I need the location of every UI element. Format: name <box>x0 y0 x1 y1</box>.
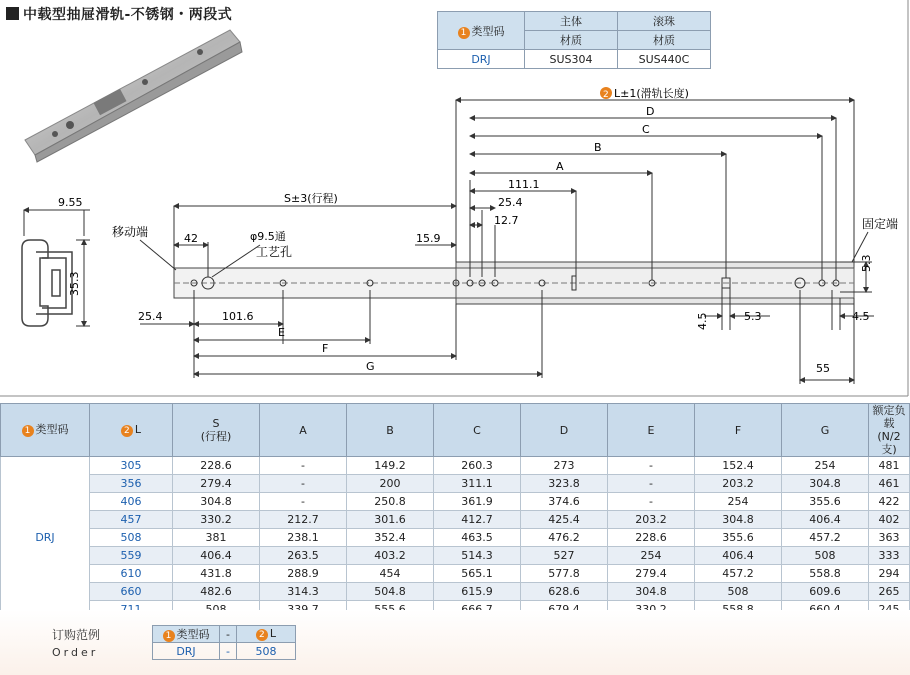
cell-g: 558.8 <box>782 565 869 583</box>
col-C: C <box>434 404 521 457</box>
order-L: 508 <box>237 643 296 660</box>
spec-data-table <box>0 403 910 619</box>
dim-101-6: 101.6 <box>222 310 254 323</box>
cell-f: 203.2 <box>695 475 782 493</box>
cell-d: 273 <box>521 457 608 475</box>
order-example-table <box>152 625 296 660</box>
col-E: E <box>608 404 695 457</box>
moving-end-label: 移动端 <box>112 225 149 239</box>
cell-l: 660 <box>90 583 173 601</box>
col-type-code <box>1 404 90 457</box>
col-B: B <box>347 404 434 457</box>
cell-b: 149.2 <box>347 457 434 475</box>
cell-b: 250.8 <box>347 493 434 511</box>
cell-g: 406.4 <box>782 511 869 529</box>
dim-B: B <box>594 141 602 154</box>
cell-d: 476.2 <box>521 529 608 547</box>
cell-c: 565.1 <box>434 565 521 583</box>
cell-c: 514.3 <box>434 547 521 565</box>
dim-25-4-right: 25.4 <box>498 196 523 209</box>
cell-e: - <box>608 493 695 511</box>
cell-l: 356 <box>90 475 173 493</box>
badge-2-icon: 2 <box>256 629 268 641</box>
dim-55: 55 <box>816 362 830 375</box>
cell-s: 406.4 <box>173 547 260 565</box>
cell-s: 330.2 <box>173 511 260 529</box>
col-L-label: L <box>134 423 142 436</box>
cell-load: 422 <box>869 493 910 511</box>
cell-a: - <box>260 493 347 511</box>
cell-s: 304.8 <box>173 493 260 511</box>
cell-b: 504.8 <box>347 583 434 601</box>
spec-ball-material: SUS440C <box>618 50 711 69</box>
cell-s: 279.4 <box>173 475 260 493</box>
dim-4-5-left: 4.5 <box>696 312 709 330</box>
cell-e: 279.4 <box>608 565 695 583</box>
cell-e: 203.2 <box>608 511 695 529</box>
dim-15-9: 15.9 <box>416 232 441 245</box>
table-row <box>1 475 910 493</box>
order-type-code-label: 类型码 <box>176 628 210 641</box>
order-example-label: 订购范例 <box>52 628 101 642</box>
cell-l: 508 <box>90 529 173 547</box>
cell-load: 333 <box>869 547 910 565</box>
spec-material-header-1: 材质 <box>525 31 618 50</box>
dim-E: E <box>278 326 285 339</box>
cell-g: 254 <box>782 457 869 475</box>
cell-e: 254 <box>608 547 695 565</box>
cell-b: 301.6 <box>347 511 434 529</box>
cell-a: 263.5 <box>260 547 347 565</box>
table-row <box>1 529 910 547</box>
cell-l: 406 <box>90 493 173 511</box>
cell-g: 609.6 <box>782 583 869 601</box>
spec-material-header-2: 材质 <box>618 31 711 50</box>
cell-c: 311.1 <box>434 475 521 493</box>
dim-D: D <box>646 105 655 118</box>
cell-l: 610 <box>90 565 173 583</box>
cell-e: 228.6 <box>608 529 695 547</box>
table-type-code: DRJ <box>1 457 90 619</box>
hole-label: φ9.5通 <box>250 230 286 243</box>
dim-G: G <box>366 360 375 373</box>
cell-a: 212.7 <box>260 511 347 529</box>
cell-f: 254 <box>695 493 782 511</box>
fixed-end-label: 固定端 <box>862 217 899 231</box>
badge-2-icon: 2 <box>121 425 133 437</box>
table-row <box>1 583 910 601</box>
cell-f: 355.6 <box>695 529 782 547</box>
spec-ball-header: 滚珠 <box>618 12 711 31</box>
cell-c: 260.3 <box>434 457 521 475</box>
cell-c: 615.9 <box>434 583 521 601</box>
table-row <box>1 457 910 475</box>
col-A: A <box>260 404 347 457</box>
dim-111-1: 111.1 <box>508 178 540 191</box>
cell-c: 412.7 <box>434 511 521 529</box>
cell-f: 406.4 <box>695 547 782 565</box>
cell-f: 152.4 <box>695 457 782 475</box>
col-D: D <box>521 404 608 457</box>
dim-F: F <box>322 342 329 355</box>
dim-5-3-right: 5.3 <box>860 254 873 272</box>
col-load-label: 额定负载 <box>872 404 906 430</box>
cell-s: 228.6 <box>173 457 260 475</box>
cross-section <box>22 240 72 326</box>
cell-g: 457.2 <box>782 529 869 547</box>
cell-e: 304.8 <box>608 583 695 601</box>
cell-d: 323.8 <box>521 475 608 493</box>
dim-9-55: 9.55 <box>58 196 83 209</box>
table-header-row <box>1 404 910 457</box>
cell-l: 559 <box>90 547 173 565</box>
badge-1-icon: 1 <box>22 425 34 437</box>
col-load <box>869 404 910 457</box>
rail-side-view <box>174 262 854 304</box>
cell-c: 463.5 <box>434 529 521 547</box>
cell-a: 288.9 <box>260 565 347 583</box>
table-row <box>1 511 910 529</box>
order-L-label: L <box>269 627 277 640</box>
cell-f: 508 <box>695 583 782 601</box>
cell-load: 481 <box>869 457 910 475</box>
dim-C: C <box>642 123 650 136</box>
cell-a: - <box>260 475 347 493</box>
cell-a: 314.3 <box>260 583 347 601</box>
cell-s: 381 <box>173 529 260 547</box>
order-L-header <box>237 626 296 643</box>
product-photo <box>25 30 242 162</box>
order-type-code-header <box>153 626 220 643</box>
cell-c: 361.9 <box>434 493 521 511</box>
cell-l: 457 <box>90 511 173 529</box>
col-S-label: S <box>212 417 220 430</box>
spec-type-code-label: 类型码 <box>471 24 505 38</box>
process-hole-label: 工艺孔 <box>256 245 293 259</box>
dim-stroke: S±3(行程) <box>284 192 338 205</box>
dim-42: 42 <box>184 232 198 245</box>
dim-A: A <box>556 160 564 173</box>
col-load-sub: (N/2支) <box>877 430 901 456</box>
cell-d: 425.4 <box>521 511 608 529</box>
cell-b: 200 <box>347 475 434 493</box>
dim-length: L±1(滑轨长度) <box>614 87 689 100</box>
dim-4-5-right: 4.5 <box>852 310 870 323</box>
cell-d: 374.6 <box>521 493 608 511</box>
table-row <box>1 547 910 565</box>
cell-d: 628.6 <box>521 583 608 601</box>
col-S-sub: (行程) <box>200 430 232 443</box>
order-code: DRJ <box>153 643 220 660</box>
cell-d: 527 <box>521 547 608 565</box>
col-type-code-label: 类型码 <box>35 423 69 436</box>
cell-g: 304.8 <box>782 475 869 493</box>
cell-load: 294 <box>869 565 910 583</box>
title-text: 中载型抽屉滑轨-不锈钢・两段式 <box>23 7 233 23</box>
cell-e: - <box>608 475 695 493</box>
spec-code: DRJ <box>438 50 525 69</box>
spec-main-material: SUS304 <box>525 50 618 69</box>
cell-f: 304.8 <box>695 511 782 529</box>
cell-a: - <box>260 457 347 475</box>
order-dash-header: - <box>220 626 237 643</box>
table-row <box>1 493 910 511</box>
col-F: F <box>695 404 782 457</box>
cell-load: 402 <box>869 511 910 529</box>
cell-load: 265 <box>869 583 910 601</box>
badge-2-drawing-number: 2 <box>603 90 609 100</box>
table-row <box>1 565 910 583</box>
cell-b: 403.2 <box>347 547 434 565</box>
cell-l: 305 <box>90 457 173 475</box>
dim-25-4-left: 25.4 <box>138 310 163 323</box>
cell-e: - <box>608 457 695 475</box>
dim-35-3: 35.3 <box>68 271 81 296</box>
badge-1-icon: 1 <box>458 27 470 39</box>
cell-load: 461 <box>869 475 910 493</box>
col-L <box>90 404 173 457</box>
cell-s: 431.8 <box>173 565 260 583</box>
order-example-label-en: Order <box>52 646 99 659</box>
cell-d: 577.8 <box>521 565 608 583</box>
dim-12-7: 12.7 <box>494 214 519 227</box>
cell-a: 238.1 <box>260 529 347 547</box>
order-dash: - <box>220 643 237 660</box>
order-example-section <box>0 610 910 675</box>
cell-g: 508 <box>782 547 869 565</box>
cell-g: 355.6 <box>782 493 869 511</box>
cell-load: 363 <box>869 529 910 547</box>
dim-5-3-bottom: 5.3 <box>744 310 762 323</box>
badge-1-icon: 1 <box>163 630 175 642</box>
cell-f: 457.2 <box>695 565 782 583</box>
spec-main-header: 主体 <box>525 12 618 31</box>
cell-s: 482.6 <box>173 583 260 601</box>
col-G: G <box>782 404 869 457</box>
cell-b: 352.4 <box>347 529 434 547</box>
cell-b: 454 <box>347 565 434 583</box>
col-S <box>173 404 260 457</box>
